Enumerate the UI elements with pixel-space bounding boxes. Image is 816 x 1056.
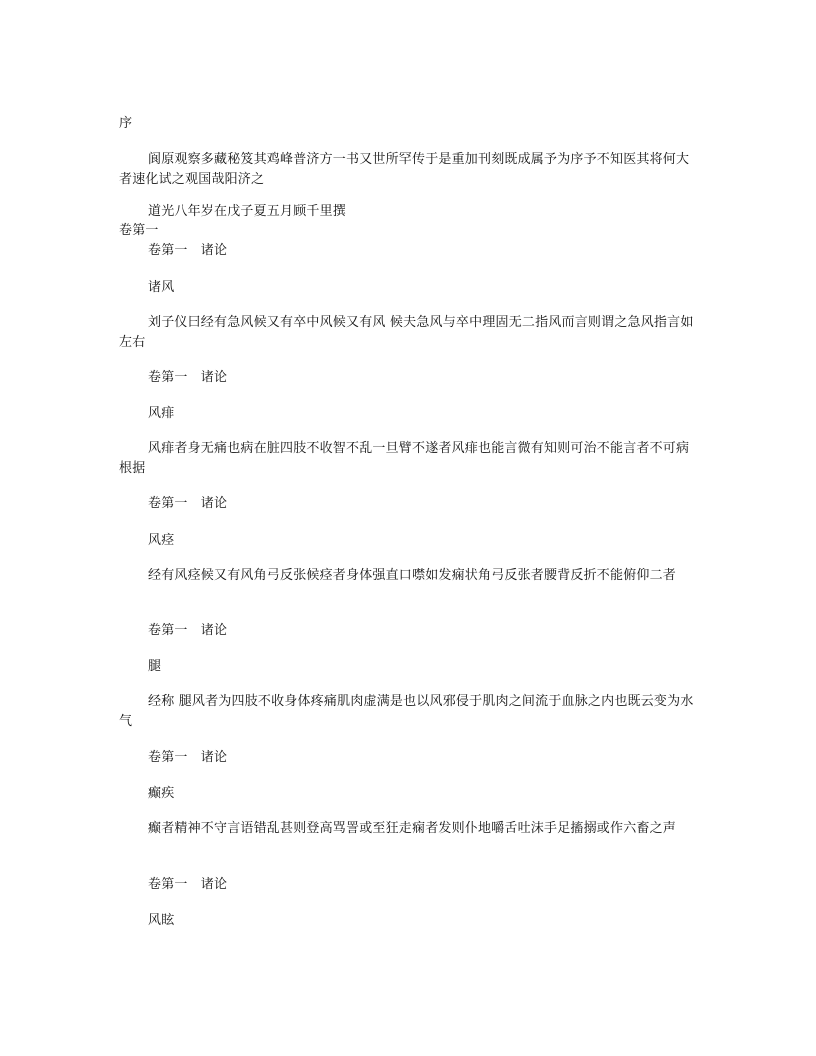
section-body: 刘子仪曰经有急风候又有卒中风候又有风 候夫急风与卒中理固无二指风而言则谓之急风指言如左右	[119, 315, 694, 350]
section-volume-label: 卷第一 诸论	[148, 750, 228, 765]
preface-signature: 道光八年岁在戊子夏五月顾千里撰	[148, 204, 347, 219]
section-topic-heading: 腿	[148, 659, 162, 674]
section-volume-label: 卷第一 诸论	[148, 243, 228, 258]
volume-title: 卷第一	[119, 223, 159, 238]
preface-heading: 序	[119, 116, 133, 131]
section-volume-label: 卷第一 诸论	[148, 370, 228, 385]
section-body: 经称 腿风者为四肢不收身体疼痛肌肉虚满是也以风邪侵于肌肉之间流于血脉之内也既云变为水气	[119, 694, 694, 729]
section-topic-heading: 诸风	[148, 280, 175, 295]
section-topic-heading: 风痱	[148, 406, 175, 421]
section-topic-heading: 风痉	[148, 533, 175, 548]
section-topic-heading: 癫疾	[148, 786, 175, 801]
section-volume-label: 卷第一 诸论	[148, 623, 228, 638]
section-volume-label: 卷第一 诸论	[148, 496, 228, 511]
section-topic-heading: 风眩	[148, 913, 175, 928]
section-body: 癫者精神不守言语错乱甚则登高骂詈或至狂走痫者发则仆地嚼舌吐沫手足搐搦或作六畜之声	[148, 821, 677, 836]
section-body: 经有风痉候又有风角弓反张候痉者身体强直口噤如发痫状角弓反张者腰背反折不能俯仰二者	[148, 568, 677, 583]
section-body: 风痱者身无痛也病在脏四肢不收智不乱一旦臂不遂者风痱也能言微有知则可治不能言者不可病根据	[119, 441, 690, 476]
preface-body: 阆原观察多藏秘笈其鸡峰普济方一书又世所罕传于是重加刊刻既成属予为序予不知医其将何大者速化试之观国哉阳济之	[119, 152, 690, 187]
section-volume-label: 卷第一 诸论	[148, 877, 228, 892]
